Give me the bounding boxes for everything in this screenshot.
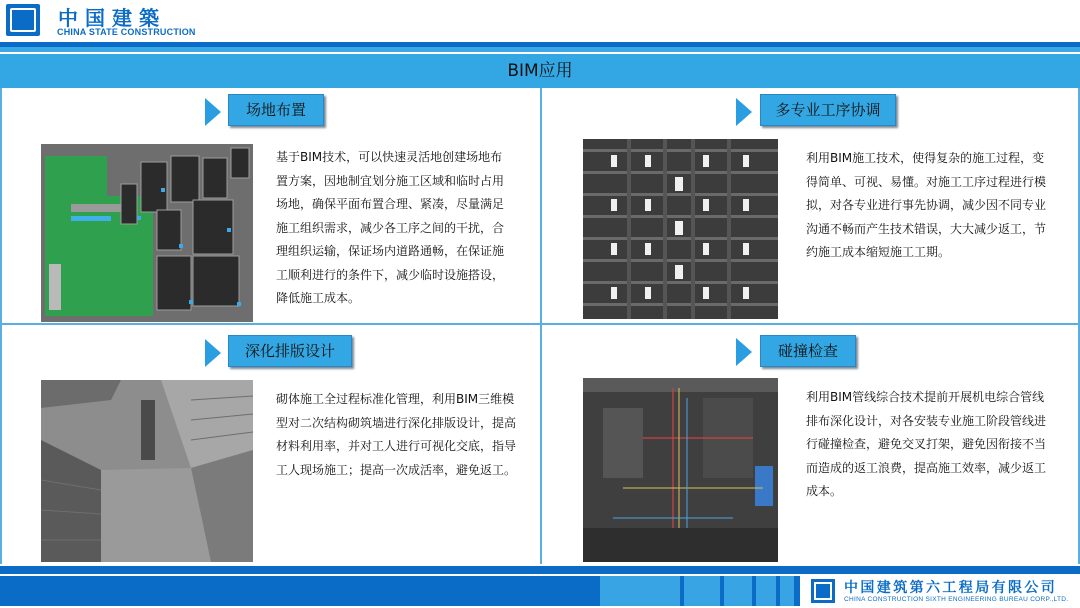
section-text-layout-design: 砌体施工全过程标准化管理，利用BIM三维模型对二次结构砌筑墙进行深化排版设计，提高材料利用率，并对工人进行可视化交底，指导工人现场施工；提高一次成活率，避免返工。 — [276, 392, 517, 477]
footer-company-cn: 中国建筑第六工程局有限公司 — [844, 580, 1058, 596]
company-name-cn: 中国建築 — [58, 6, 166, 30]
company-name-en: CHINA STATE CONSTRUCTION — [57, 27, 196, 37]
site-layout-image — [41, 144, 253, 322]
section-label-coordination: 多专业工序协调 — [760, 94, 896, 126]
section-arrow-icon — [736, 338, 752, 366]
grid-line-left — [0, 88, 2, 564]
footer-company-en: CHINA CONSTRUCTION SIXTH ENGINEERING BUREAU CORP.,LTD. — [844, 596, 1069, 603]
coordination-image — [583, 139, 778, 319]
grid-line-vertical — [540, 88, 542, 564]
section-text-coordination: 利用BIM施工技术，使得复杂的施工过程，变得简单、可视、易懂。对施工工序过程进行模拟，对各专业进行事先协调，减少因不同专业沟通不畅而产生技术错误，大大减少返工，节约施工成本缩短施工工期。 — [806, 151, 1047, 259]
footer-logo-icon — [811, 579, 835, 603]
grid-line-horizontal — [0, 323, 1080, 325]
footer-stripe — [0, 566, 1080, 574]
section-text-clash-check: 利用BIM管线综合技术提前开展机电综合管线排布深化设计，对各安装专业施工阶段管线进行碰撞检查，避免交叉打架，避免因衔接不当而造成的返工浪费，提高施工效率，减少返工成本。 — [806, 390, 1047, 498]
section-arrow-icon — [205, 98, 221, 126]
section-label-layout-design: 深化排版设计 — [228, 335, 352, 367]
section-label-clash-check: 碰撞检查 — [760, 335, 856, 367]
page-title: BIM应用 — [0, 54, 1080, 88]
section-arrow-icon — [736, 98, 752, 126]
section-arrow-icon — [205, 339, 221, 367]
page-header — [0, 0, 1080, 42]
clash-check-image — [583, 378, 778, 562]
footer-bar — [0, 576, 800, 606]
section-text-site-layout: 基于BIM技术，可以快速灵活地创建场地布置方案，因地制宜划分施工区域和临时占用场地，确保平面布置合理、紧凑，尽量满足施工组织需求，减少各工序之间的干扰，合理组织运输，保证场内道路通畅，在保证施工顺利进行的条件下，减少临时设施搭设，降低施工成本。 — [276, 150, 505, 305]
layout-design-image — [41, 380, 253, 562]
section-label-site-layout: 场地布置 — [228, 94, 324, 126]
cscec-logo-icon — [6, 4, 40, 36]
header-stripe-light — [0, 47, 1080, 52]
